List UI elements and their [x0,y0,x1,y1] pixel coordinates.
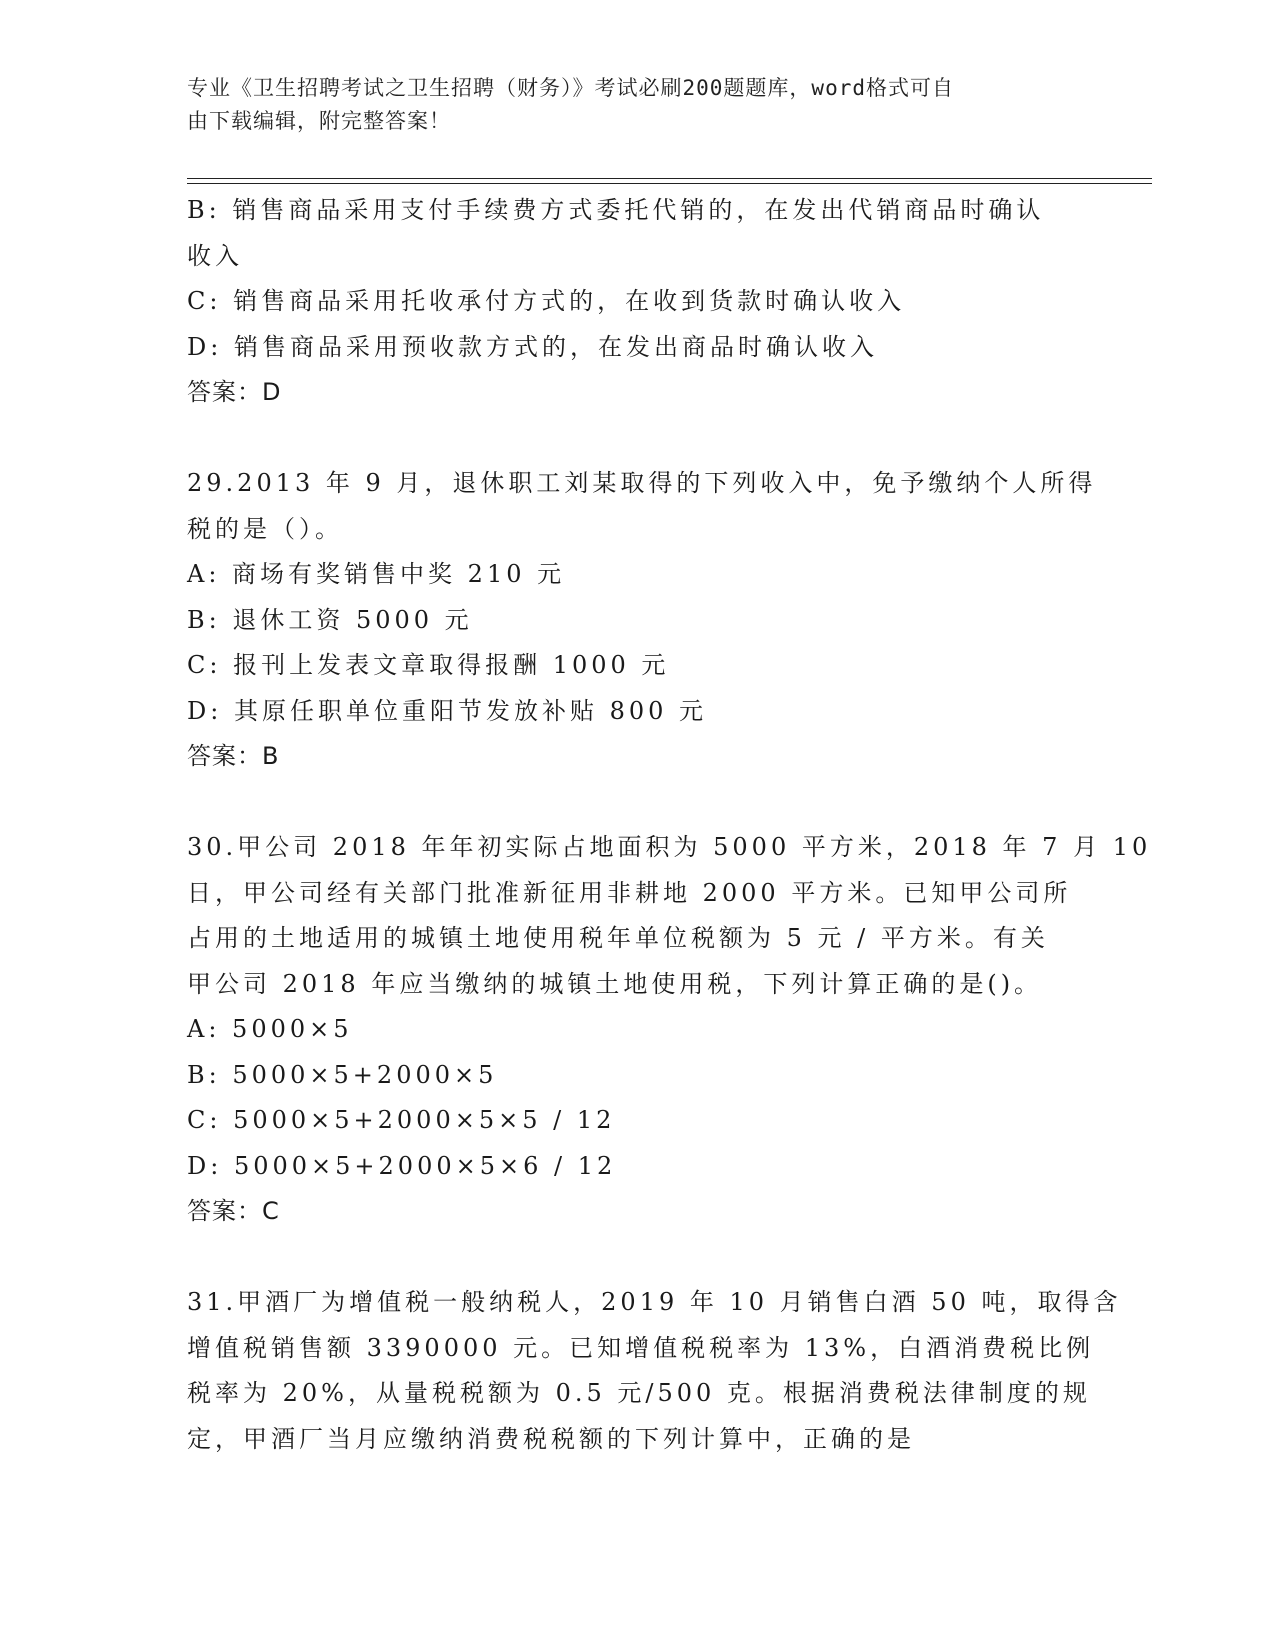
q28-option-b-line-2: 收入 [187,241,243,270]
q29-option-b: B: 退休工资 5000 元 [187,605,473,634]
q29-answer: 答案：B [187,742,280,770]
spacer [187,1235,1087,1281]
q31-stem-line-3: 税率为 20%，从量税税额为 0.5 元/500 克。根据消费税法律制度的规 [187,1379,1091,1407]
q29-option-a: A: 商场有奖销售中奖 210 元 [187,560,566,588]
q31-stem-line-1: 31.甲酒厂为增值税一般纳税人，2019 年 10 月销售白酒 50 吨，取得含 [187,1288,1122,1316]
question-28 [187,188,1087,416]
q30-stem-line-1: 30.甲公司 2018 年年初实际占地面积为 5000 平方米，2018 年 7 月 10 [187,833,1152,861]
q30-stem-line-4: 甲公司 2018 年应当缴纳的城镇土地使用税，下列计算正确的是()。 [187,969,1043,998]
q29-stem-line-2: 税的是（）。 [187,514,343,543]
q29-stem-line-1: 29.2013 年 9 月，退休职工刘某取得的下列收入中，免予缴纳个人所得 [187,469,1097,497]
q30-option-a: A: 5000×5 [187,1015,353,1043]
question-31 [187,1280,1122,1462]
q30-option-b: B: 5000×5+2000×5 [187,1060,498,1089]
q31-stem-line-2: 增值税销售额 3390000 元。已知增值税税率为 13%，白酒消费税比例 [187,1333,1095,1362]
header-line-2: 由下载编辑，附完整答案！ [187,109,451,133]
question-29 [187,461,1097,780]
q28-answer: 答案：D [187,378,282,406]
q29-option-c: C: 报刊上发表文章取得报酬 1000 元 [187,651,670,679]
q28-option-c: C: 销售商品采用托收承付方式的，在收到货款时确认收入 [187,287,906,315]
q28-option-b-line-1: B: 销售商品采用支付手续费方式委托代销的，在发出代销商品时确认 [187,196,1045,224]
q29-option-d: D: 其原任职单位重阳节发放补贴 800 元 [187,696,708,725]
q31-stem-line-4: 定，甲酒厂当月应缴纳消费税税额的下列计算中，正确的是 [187,1424,915,1453]
spacer [187,416,1087,462]
question-30 [187,825,1152,1235]
q28-option-d: D: 销售商品采用预收款方式的，在发出商品时确认收入 [187,332,878,361]
q30-stem-line-2: 日，甲公司经有关部门批准新征用非耕地 2000 平方米。已知甲公司所 [187,878,1072,907]
header-line-1: 专业《卫生招聘考试之卫生招聘（财务）》考试必刷200题题库，word格式可自 [187,76,954,100]
q30-answer: 答案：C [187,1197,280,1225]
q30-option-d: D: 5000×5+2000×5×6 / 12 [187,1151,617,1180]
header-divider-top [187,178,1152,179]
q30-stem-line-3: 占用的土地适用的城镇土地使用税年单位税额为 5 元 / 平方米。有关 [187,924,1049,952]
header-divider-bottom [187,183,1152,184]
spacer [187,780,1087,826]
document-body [187,188,1152,1462]
q30-option-c: C: 5000×5+2000×5×5 / 12 [187,1106,616,1134]
page-header [187,72,1067,138]
